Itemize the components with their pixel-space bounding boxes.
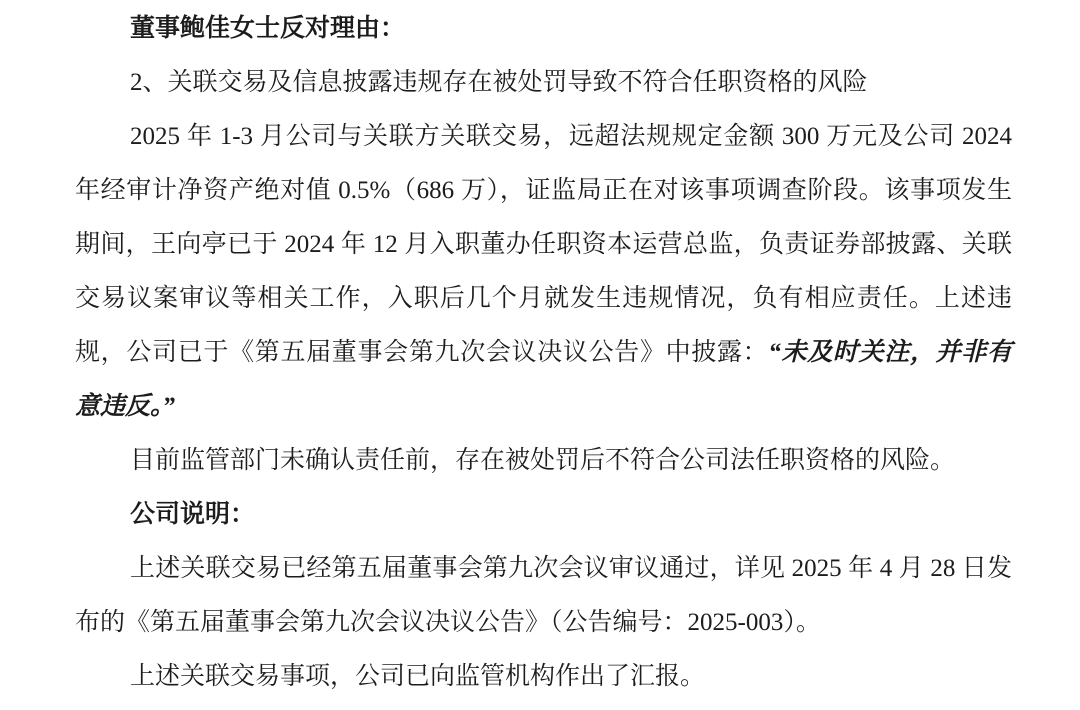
disclosure-quote: “未及时关注，并非有意违反。”: [75, 339, 1012, 420]
regulatory-risk-paragraph: 目前监管部门未确认责任前，存在被处罚后不符合公司法任职资格的风险。: [130, 447, 956, 474]
approval-paragraph: 上述关联交易已经第五届董事会第九次会议审议通过，详见 2025 年 4 月 28 日发布的《第五届董事会第九次会议决议公告》（公告编号：2025-003）。: [75, 555, 1012, 636]
company-statement-heading: 公司说明：: [130, 501, 256, 528]
risk-subheading: 2、关联交易及信息披露违规存在被处罚导致不符合任职资格的风险: [130, 69, 868, 96]
transaction-paragraph: [75, 110, 1012, 434]
transaction-paragraph-text: 2025 年 1-3 月公司与关联方关联交易，远超法规规定金额 300 万元及公司 2024 年经审计净资产绝对值 0.5%（686 万），证监局正在对该事项调查阶段。该事项发生期间，王向亭已于 2024 年 12 月入职董办任职资本运营总监，负责证券部披露、关联交易议案审议等相关工作，入职后几个月就发生违规情况，负有相应责任。上述违规，公司已于《第五届董事会第九次会议决议公告》中披露：: [75, 123, 1012, 366]
objection-heading: 董事鲍佳女士反对理由：: [130, 15, 406, 42]
report-paragraph: 上述关联交易事项，公司已向监管机构作出了汇报。: [130, 663, 706, 690]
